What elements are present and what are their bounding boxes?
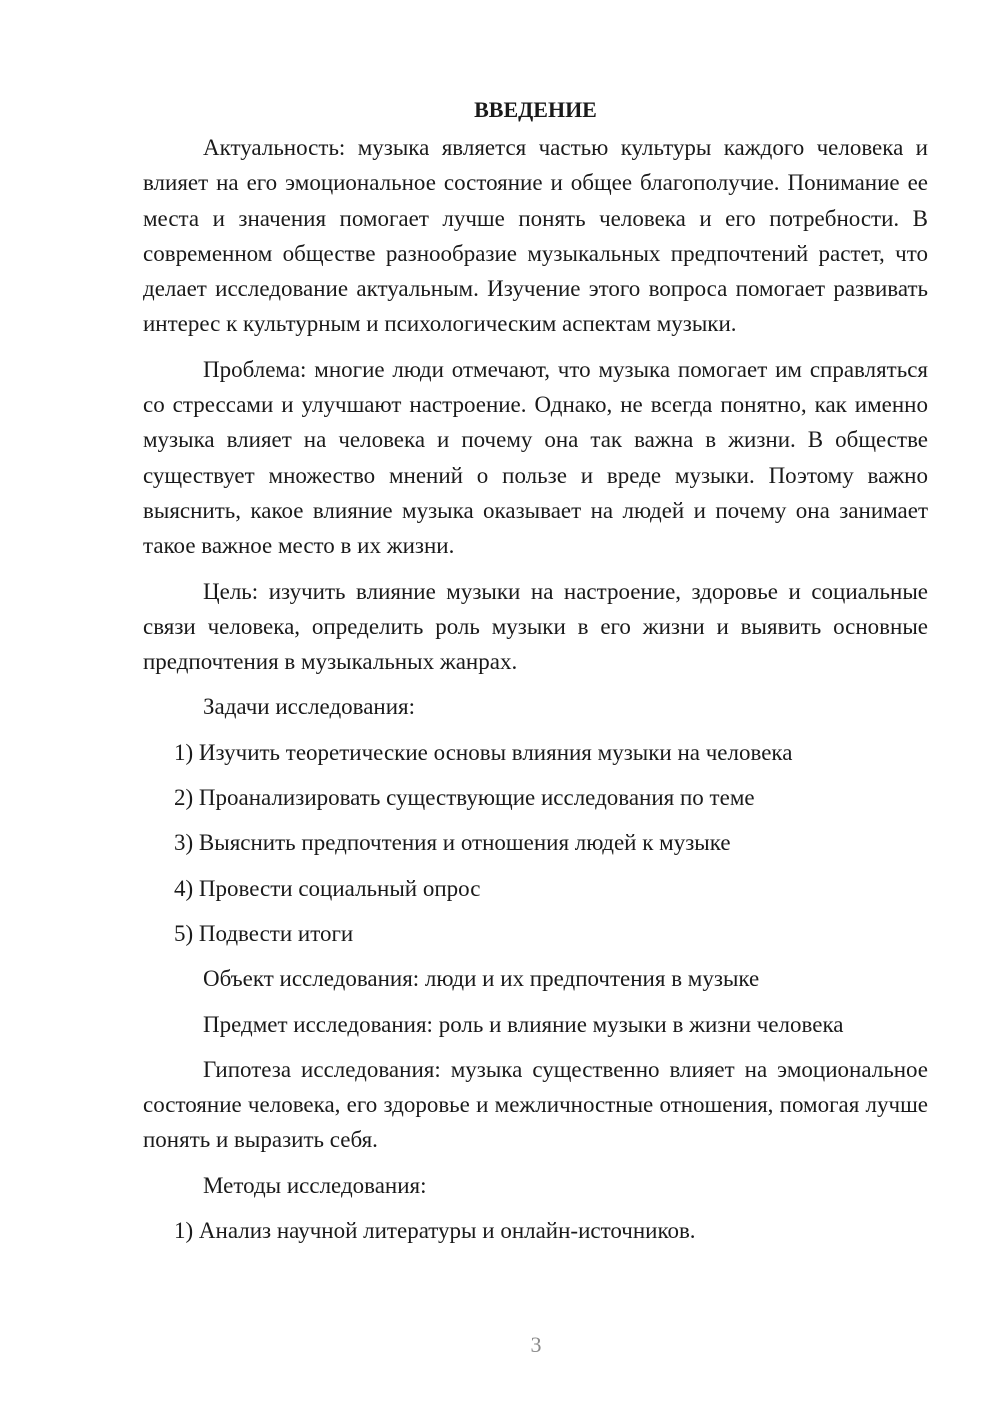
problem-paragraph: Проблема: многие люди отмечают, что музыка помогает им справляться со стрессами и улучшают настроение. Однако, не всегда понятно, как именно музыка влияет на человека и почему она так важна в жизни. В обществе существует множество мнений о пользе и вреде музыки. Поэтому важно выяснить, какое влияние музыка оказывает на людей и почему она занимает такое важное место в их жизни. xyxy=(143,356,928,559)
section-title: ВВЕДЕНИЕ xyxy=(474,97,597,122)
page-number: 3 xyxy=(530,1332,542,1357)
list-item: 2) Проанализировать существующие исследования по теме xyxy=(174,785,755,811)
list-item: 5) Подвести итоги xyxy=(174,920,354,946)
methods-heading: Методы исследования: xyxy=(203,1172,427,1198)
relevance-paragraph: Актуальность: музыка является частью культуры каждого человека и влияет на его эмоциональное состояние и общее благополучие. Понимание ее места и значения помогает лучше понять человека и его потребности. В современном обществе разнообразие музыкальных предпочтений растет, что делает исследование актуальным. Изучение этого вопроса помогает развивать интерес к культурным и психологическим аспектам музыки. xyxy=(143,135,928,337)
list-item: 3) Выяснить предпочтения и отношения людей к музыке xyxy=(174,830,731,856)
object-line: Объект исследования: люди и их предпочтения в музыке xyxy=(203,966,760,992)
methods-list xyxy=(143,1213,928,1248)
list-item: 1) Анализ научной литературы и онлайн-источников. xyxy=(174,1218,696,1244)
list-item: 1) Изучить теоретические основы влияния музыки на человека xyxy=(174,739,793,765)
goal-paragraph: Цель: изучить влияние музыки на настроение, здоровье и социальные связи человека, определить роль музыки в его жизни и выявить основные предпочтения в музыкальных жанрах. xyxy=(143,578,928,675)
tasks-list xyxy=(143,735,928,951)
subject-line: Предмет исследования: роль и влияние музыки в жизни человека xyxy=(203,1011,844,1037)
list-item: 4) Провести социальный опрос xyxy=(174,875,481,901)
document-page xyxy=(143,92,928,1258)
hypothesis-paragraph: Гипотеза исследования: музыка существенно влияет на эмоциональное состояние человека, его здоровье и межличностные отношения, помогая лучше понять и выразить себя. xyxy=(143,1056,928,1153)
tasks-heading: Задачи исследования: xyxy=(203,694,416,720)
